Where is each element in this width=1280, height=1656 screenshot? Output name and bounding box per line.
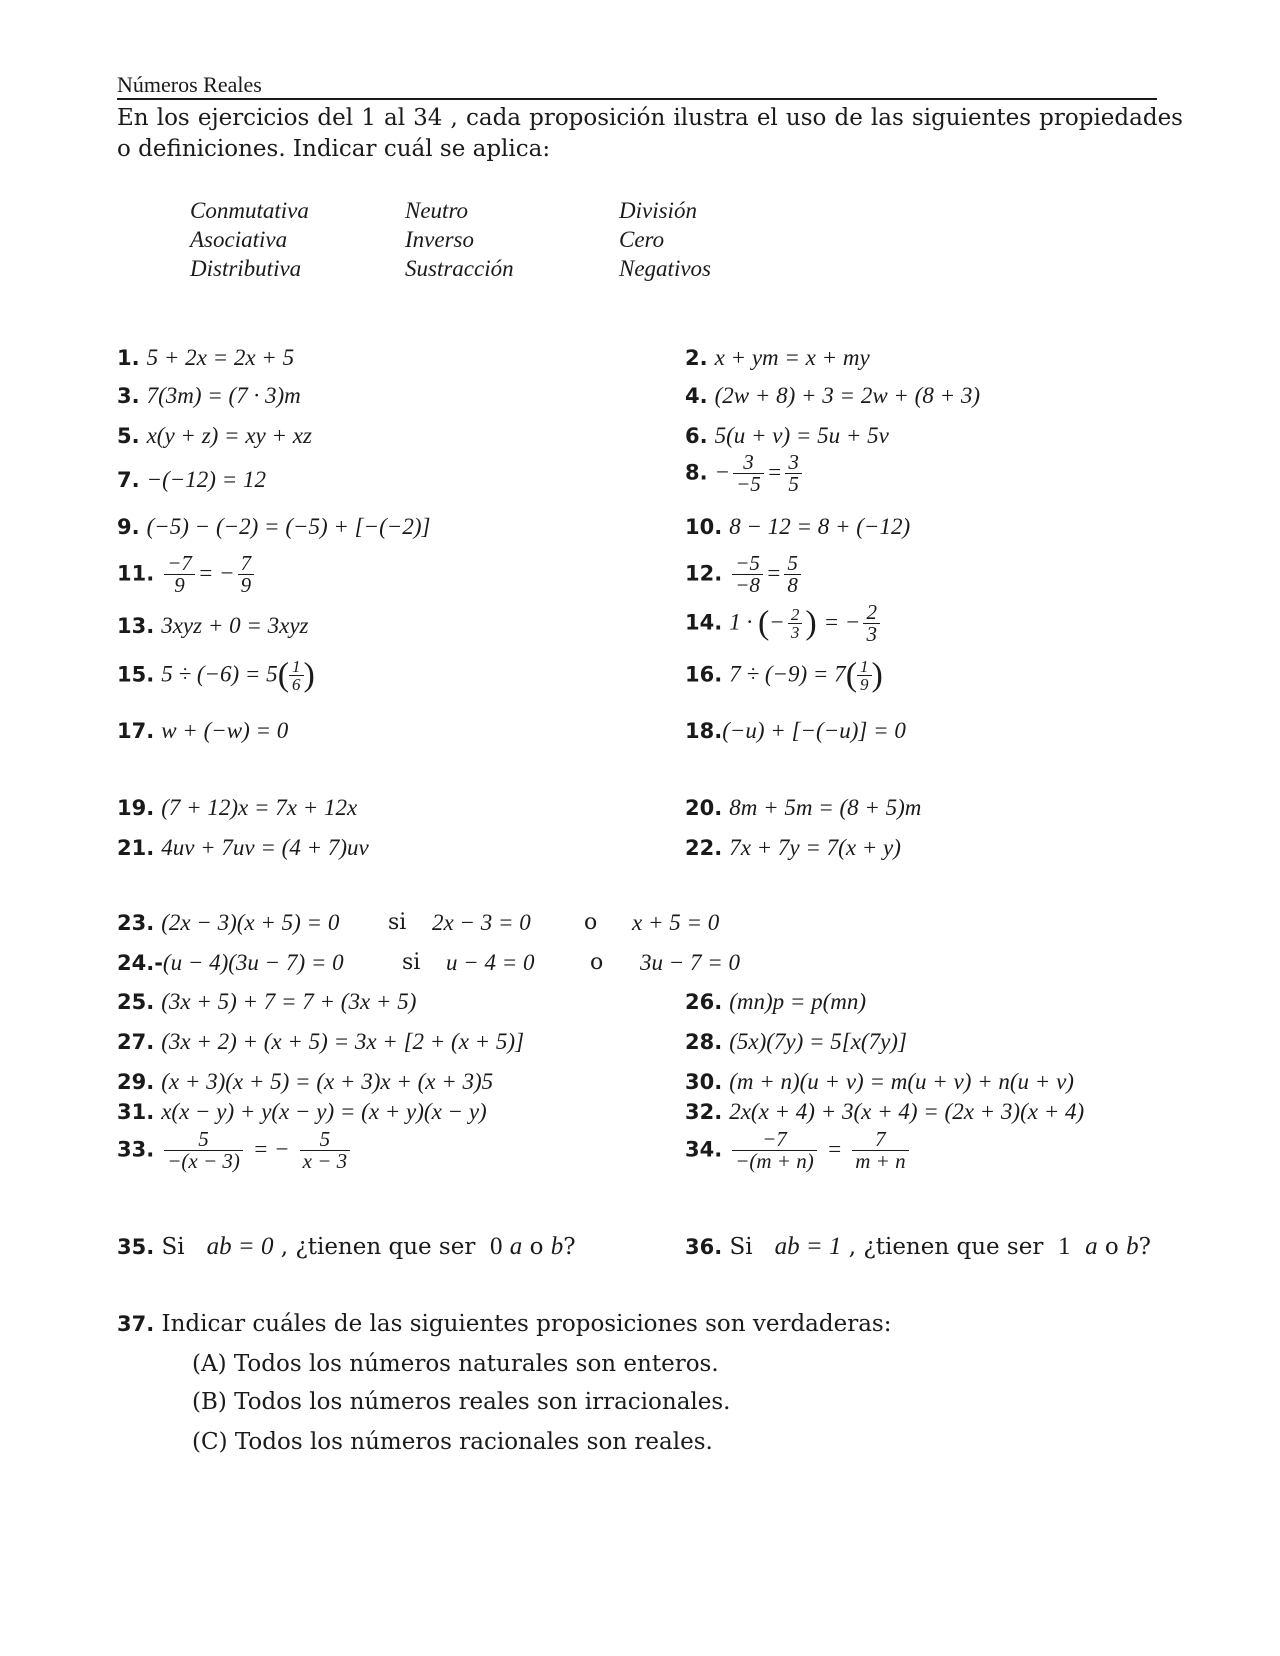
exercise-18 [685,716,906,747]
exercise-11 [117,553,257,596]
exercise-number: 13. [117,614,155,638]
exercise-number: 22. [685,836,723,860]
left-paren: ( [757,604,770,642]
fraction [164,1129,243,1172]
fraction [300,1129,351,1172]
exercise-number: 11. [117,561,155,586]
exercise-26 [685,987,866,1018]
exercise-16 [685,658,883,693]
exercise-expression: 5 ÷ (−6) = 5 [161,661,278,687]
question-37 [117,1309,891,1339]
exercise-5 [117,421,312,452]
exercise-number: 6. [685,424,708,448]
fraction-denominator: 9 [174,573,185,597]
exercise-31 [117,1097,487,1128]
properties-column-3 [619,196,839,283]
exercise-33 [117,1129,353,1172]
fraction-numerator: −7 [164,553,195,575]
exercise-9 [117,512,430,543]
property-item: Distributiva [190,256,302,281]
exercise-32 [685,1097,1084,1128]
question-math: ab = 0 [206,1233,274,1260]
exercise-27 [117,1027,524,1058]
exercise-expression: (2w + 8) + 3 = 2w + (8 + 3) [714,383,981,408]
exercise-4 [685,381,980,412]
instructions-text: En los ejercicios del 1 al 34 , cada proposición ilustra el uso de las siguientes propiedades o definiciones. Indicar cuál se aplica: [117,105,1183,162]
exercise-number: 29. [117,1070,155,1094]
fraction-denominator: 3 [866,622,877,646]
exercise-number: 25. [117,990,155,1014]
fraction [732,553,763,596]
exercise-6 [685,421,889,452]
exercise-7 [117,465,266,496]
exercise-number: 16. [685,662,723,687]
exercise-expression: 5(u + v) = 5u + 5v [714,423,889,448]
fraction-numerator: 7 [852,1129,908,1151]
exercise-expression: w + (−w) = 0 [161,718,289,743]
exercise-expression: (5x)(7y) = 5[x(7y)] [729,1029,907,1054]
question-text: ? [563,1234,576,1260]
exercise-expression: 5 + 2x = 2x + 5 [146,345,295,370]
exercise-expression: (x + 3)(x + 5) = (x + 3)x + (x + 3)5 [161,1069,494,1094]
fraction [863,602,880,645]
right-paren: ) [805,604,817,642]
question-math: b [1126,1233,1139,1260]
exercise-3 [117,381,301,412]
exercise-17 [117,716,288,747]
exercise-expression: (−5) − (−2) = (−5) + [−(−2)] [146,514,431,539]
exercise-number: 21. [117,836,155,860]
equals-sign: = − [197,560,235,586]
exercise-28 [685,1027,907,1058]
equals-sign: = − [823,609,861,635]
question-text: Si [729,1234,753,1260]
exercise-number: 33. [117,1137,155,1162]
fraction [164,553,195,596]
option-a: (A) Todos los números naturales son enteros. [192,1351,719,1377]
fraction-numerator: 2 [863,602,880,624]
fraction-denominator: x − 3 [302,1149,348,1173]
exercise-expression: (m + n)(u + v) = m(u + v) + n(u + v) [729,1069,1074,1094]
fraction-denominator: 3 [790,623,800,642]
exercise-expression: x(y + z) = xy + xz [146,423,312,448]
exercise-expression: x + ym = x + my [714,345,870,370]
fraction-numerator: −7 [732,1129,817,1151]
fraction-denominator: 6 [292,675,301,694]
property-item: Conmutativa [190,198,309,223]
exercise-number: 30. [685,1070,723,1094]
question-text: , ¿tienen que ser [848,1234,1044,1260]
property-item: Neutro [405,198,469,223]
fraction-denominator: −5 [736,472,761,496]
exercise-number: 32. [685,1100,723,1124]
left-paren: ( [277,656,290,694]
exercise-expression: (3x + 2) + (x + 5) = 3x + [2 + (x + 5)] [161,1029,525,1054]
exercise-expression: 7(3m) = (7 · 3)m [146,383,301,408]
property-item: Cero [619,227,665,252]
properties-column-1 [190,196,410,283]
exercise-expression: 3xyz + 0 = 3xyz [161,613,309,638]
exercise-number: 12. [685,561,723,586]
exercise-expression: 8m + 5m = (8 + 5)m [729,795,922,820]
exercise-number: 20. [685,796,723,820]
exercise-expression: 7 ÷ (−9) = 7 [729,661,846,687]
exercise-1 [117,343,294,374]
exercise-number: 9. [117,515,140,539]
exercise-20 [685,793,921,824]
exercise-number: 17. [117,719,155,743]
question-text: o [1104,1234,1119,1260]
exercise-expression: (−u) + [−(−u)] = 0 [722,718,906,743]
fraction [788,606,803,641]
question-math: 0 [489,1233,503,1260]
fraction-numerator: 5 [784,553,801,575]
right-paren: ) [871,656,883,694]
exercise-number: 14. [685,610,723,635]
exercise-number: 7. [117,468,140,492]
question-text: ? [1138,1234,1151,1260]
exercise-number: 10. [685,515,723,539]
exercise-number: 27. [117,1030,155,1054]
exercise-14 [685,602,883,645]
property-item: Sustracción [405,256,514,281]
exercise-13 [117,611,308,642]
exercise-24-condition-1: u − 4 = 0 [446,950,535,975]
left-paren: ( [845,656,858,694]
equals-sign: = − [252,1136,290,1162]
exercise-expression: (3x + 5) + 7 = 7 + (3x + 5) [161,989,417,1014]
fraction-denominator: 9 [860,675,869,694]
exercise-24-condition-2: 3u − 7 = 0 [640,950,741,975]
exercise-34 [685,1129,912,1172]
fraction-denominator: m + n [855,1149,906,1173]
exercise-number: 19. [117,796,155,820]
fraction-numerator: 1 [857,658,872,676]
question-text: o [529,1234,544,1260]
fraction-denominator: 9 [240,573,252,597]
exercise-24 [117,948,344,979]
equals-sign: = [826,1136,843,1162]
fraction-denominator: −(x − 3) [167,1149,240,1173]
fraction-denominator: −8 [735,573,760,597]
exercise-8 [685,452,805,495]
property-item: Asociativa [190,227,288,252]
question-number: 36. [685,1235,723,1259]
fraction-numerator: 2 [788,606,803,624]
exercise-number: 23. [117,911,155,935]
fraction-numerator: 1 [289,658,304,676]
right-paren: ) [303,656,315,694]
exercise-prefix: 1 · [729,609,758,635]
fraction [785,452,802,495]
properties-column-2 [405,196,625,283]
question-math: a [1085,1233,1098,1260]
exercise-23-condition-1: 2x − 3 = 0 [432,910,531,935]
exercise-number: 4. [685,384,708,408]
exercise-number: 8. [685,460,708,485]
fraction [857,658,872,693]
question-math: 1 [1057,1233,1071,1260]
exercise-19 [117,793,357,824]
exercise-15 [117,658,315,693]
question-math: ab = 1 [774,1233,842,1260]
exercise-23-si: si [388,910,407,935]
fraction-numerator: 5 [300,1129,351,1151]
fraction-denominator: −(m + n) [735,1149,814,1173]
question-35 [117,1232,576,1262]
fraction [289,658,304,693]
exercise-expression: 2x(x + 4) + 3(x + 4) = (2x + 3)(x + 4) [729,1099,1085,1124]
fraction-denominator: 8 [787,573,798,597]
option-c: (C) Todos los números racionales son reales. [192,1429,713,1455]
exercise-22 [685,833,901,864]
fraction [733,452,764,495]
fraction-numerator: 7 [238,553,255,575]
fraction-numerator: −5 [732,553,763,575]
exercise-2 [685,343,870,374]
exercise-expression: 4uv + 7uv = (4 + 7)uv [161,835,369,860]
question-text: , ¿tienen que ser [280,1234,476,1260]
fraction-numerator: 3 [785,452,802,474]
exercise-expression: x(x − y) + y(x − y) = (x + y)(x − y) [161,1099,487,1124]
property-item: Negativos [619,256,711,281]
option-b: (B) Todos los números reales son irracionales. [192,1389,731,1415]
question-math: b [550,1233,564,1260]
page-header: Números Reales [117,72,1157,100]
exercise-23-o: o [584,910,598,935]
fraction-numerator: 3 [733,452,764,474]
exercise-expression: (2x − 3)(x + 5) = 0 [161,910,340,935]
equals-sign: = [765,560,782,586]
exercise-number: 2. [685,346,708,370]
exercise-number: 26. [685,990,723,1014]
exercise-23 [117,908,339,939]
exercise-expression: (mn)p = p(mn) [729,989,867,1014]
exercise-number: 31. [117,1100,155,1124]
question-number: 37. [117,1312,155,1336]
property-item: División [619,198,697,223]
question-text: Indicar cuáles de las siguientes proposiciones son verdaderas: [161,1311,892,1337]
exercise-expression: −(−12) = 12 [146,467,266,492]
fraction [732,1129,817,1172]
question-36 [685,1232,1151,1262]
exercise-prefix: − [714,459,731,485]
exercise-expression: (7 + 12)x = 7x + 12x [161,795,358,820]
fraction-denominator: 5 [788,472,799,496]
exercise-25 [117,987,416,1018]
exercise-number: 28. [685,1030,723,1054]
exercise-21 [117,833,369,864]
fraction [784,553,801,596]
exercise-number: 15. [117,662,155,687]
exercise-expression: 8 − 12 = 8 + (−12) [729,514,911,539]
fraction [238,553,255,596]
exercise-number: 1. [117,346,140,370]
fraction [852,1129,908,1172]
exercise-number: 5. [117,424,140,448]
exercise-12 [685,553,804,596]
exercise-number: 3. [117,384,140,408]
exercise-expression: 7x + 7y = 7(x + y) [729,835,901,860]
exercise-24-si: si [402,950,421,975]
question-math: a [509,1233,523,1260]
exercise-29 [117,1067,493,1098]
exercise-23-condition-2: x + 5 = 0 [632,910,720,935]
exercise-number: 34. [685,1137,723,1162]
exercise-number: 18. [685,719,723,743]
question-number: 35. [117,1235,155,1259]
exercise-number: 24.- [117,951,163,975]
question-text: Si [161,1234,185,1260]
equals-sign: = [766,459,783,485]
exercise-10 [685,512,910,543]
property-item: Inverso [405,227,474,252]
exercise-30 [685,1067,1074,1098]
exercise-24-o: o [590,950,604,975]
exercise-expression: (u − 4)(3u − 7) = 0 [162,950,344,975]
fraction-numerator: 5 [164,1129,243,1151]
minus-sign: − [769,609,785,635]
